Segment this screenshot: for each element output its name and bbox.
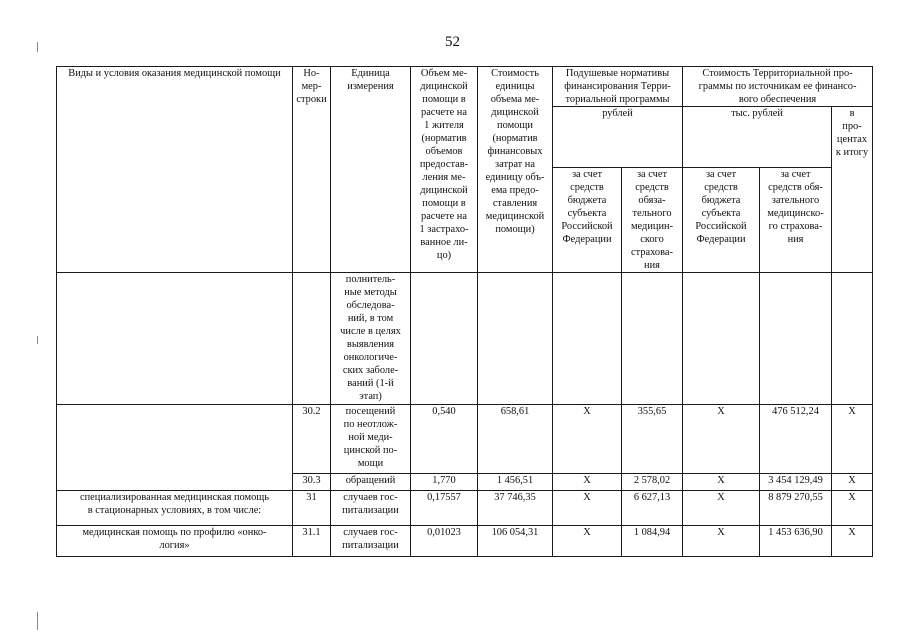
row-pct: [832, 273, 873, 405]
header-oms-per-capita: за счет средств обяза- тельного медицин- ского страхова- ния: [622, 168, 683, 273]
table-row: [57, 491, 873, 526]
row-volume: 1,770: [411, 474, 478, 491]
row-pc-budget: X: [553, 474, 622, 491]
row-volume: [411, 273, 478, 405]
row-line: 30.2: [293, 405, 331, 474]
header-thousand-rub: тыс. рублей: [683, 107, 832, 168]
row-pc-budget: X: [553, 491, 622, 526]
row-unit: случаев гос- питализации: [331, 526, 411, 557]
funding-table: [56, 66, 873, 557]
row-pct: X: [832, 405, 873, 474]
row-t-budget: X: [683, 491, 760, 526]
row-volume: 0,540: [411, 405, 478, 474]
row-t-oms: 3 454 129,49: [760, 474, 832, 491]
row-line: 30.3: [293, 474, 331, 491]
header-kinds: [57, 67, 293, 273]
header-row-top: [57, 67, 873, 107]
row-pc-oms: 2 578,02: [622, 474, 683, 491]
row-volume: 0,17557: [411, 491, 478, 526]
row-t-budget: X: [683, 474, 760, 491]
table-row: [57, 526, 873, 557]
row-unit: полнитель- ные методы обследова- ний, в том числе в целях выявления онкологиче- ских заболе- ваний (1-й этап): [331, 273, 411, 405]
row-pc-oms: 1 084,94: [622, 526, 683, 557]
header-line-no: Но- мер- строки: [293, 67, 331, 273]
row-pc-oms: 6 627,13: [622, 491, 683, 526]
row-volume: 0,01023: [411, 526, 478, 557]
header-per-capita: Подушевые нормативы финансирования Терри- ториальной программы: [553, 67, 683, 107]
row-cost: 1 456,51: [478, 474, 553, 491]
row-kind: [57, 273, 293, 405]
row-pc-oms: 355,65: [622, 405, 683, 474]
row-pc-budget: X: [553, 405, 622, 474]
row-pct: X: [832, 491, 873, 526]
row-unit: случаев гос- питализации: [331, 491, 411, 526]
row-t-budget: X: [683, 405, 760, 474]
header-pct-top: в: [849, 108, 855, 119]
header-kinds-text: Виды и условия оказания медицинской помощи: [68, 68, 281, 79]
row-cost: 658,61: [478, 405, 553, 474]
table-row: [57, 405, 873, 474]
header-budget-territorial: за счет средств бюджета субъекта Российской Федерации: [683, 168, 760, 273]
row-pct: X: [832, 526, 873, 557]
table-row: [57, 273, 873, 405]
header-cost: Стоимость единицы объема ме- дицинской помощи (норматив финансовых затрат на единицу объ- ема предо- ставления медицинской помощи): [478, 67, 553, 273]
row-cost: 37 746,35: [478, 491, 553, 526]
margin-mark-middle: [37, 336, 38, 344]
header-pct-text: про- центах к итогу: [835, 121, 869, 158]
row-kind: [57, 405, 293, 491]
header-volume: Объем ме- дицинской помощи в расчете на 1 жителя (норматив объемов предостав- ления ме- дицинской помощи в расчете на 1 застрахо- ванное ли- цо): [411, 67, 478, 273]
margin-mark-top: [37, 42, 38, 52]
row-kind: медицинская помощь по профилю «онко- логия»: [57, 526, 293, 557]
row-kind: специализированная медицинская помощь в стационарных условиях, в том числе:: [57, 491, 293, 526]
header-pct: [832, 107, 873, 273]
row-cost: 106 054,31: [478, 526, 553, 557]
header-rub: рублей: [553, 107, 683, 168]
header-unit: Единица измерения: [331, 67, 411, 273]
row-t-oms: 1 453 636,90: [760, 526, 832, 557]
header-territorial-cost: Стоимость Территориальной про- граммы по источникам ее финансо- вого обеспечения: [683, 67, 873, 107]
row-t-budget: [683, 273, 760, 405]
row-line: 31: [293, 491, 331, 526]
page-number: 52: [445, 34, 460, 50]
row-line: 31.1: [293, 526, 331, 557]
row-unit: посещений по неотлож- ной меди- цинской по- мощи: [331, 405, 411, 474]
row-t-budget: X: [683, 526, 760, 557]
row-pc-budget: [553, 273, 622, 405]
margin-mark-bottom: [37, 612, 38, 630]
row-line: [293, 273, 331, 405]
row-t-oms: 476 512,24: [760, 405, 832, 474]
row-pc-budget: X: [553, 526, 622, 557]
row-pct: X: [832, 474, 873, 491]
row-t-oms: 8 879 270,55: [760, 491, 832, 526]
row-cost: [478, 273, 553, 405]
row-t-oms: [760, 273, 832, 405]
row-pc-oms: [622, 273, 683, 405]
header-oms-territorial: за счет средств обя- зательного медицинско- го страхова- ния: [760, 168, 832, 273]
header-budget-per-capita: за счет средств бюджета субъекта Российской Федерации: [553, 168, 622, 273]
row-unit: обращений: [331, 474, 411, 491]
